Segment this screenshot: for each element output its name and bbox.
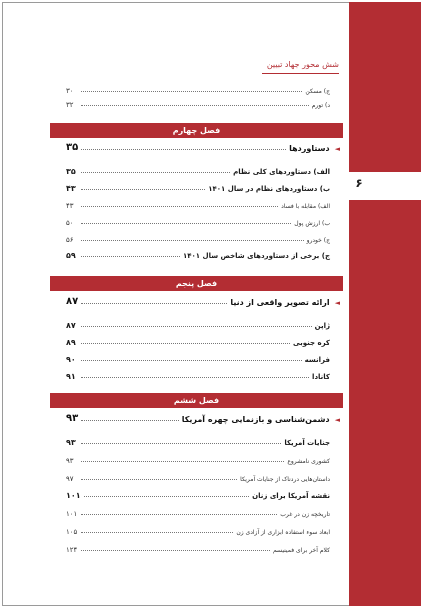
header-rule <box>262 73 339 74</box>
toc-entry-title: الف) مقابله با فساد <box>281 203 330 210</box>
toc-entry[interactable] <box>66 213 330 227</box>
toc-entry[interactable] <box>66 350 330 364</box>
toc-entry-title: ج) مسکن <box>305 88 330 95</box>
triangle-left-icon: ◄ <box>334 416 340 424</box>
toc-entry-title: الف) دستاوردهای کلی نظام <box>233 168 330 176</box>
toc-section-title: ارائه تصویر واقعی از دنیا <box>230 298 330 307</box>
toc-entry[interactable] <box>66 162 330 176</box>
toc-entry-page: ۸۹ <box>66 338 76 347</box>
leader-dots <box>81 256 180 257</box>
toc-entry-page: ۴۳ <box>66 202 74 210</box>
toc-entry-page: ۱۲۴ <box>66 546 78 554</box>
toc-entry-title: ج) خودرو <box>306 237 330 244</box>
toc-section-title: دستاوردها <box>289 144 330 153</box>
leader-dots <box>81 479 237 480</box>
toc-entry-page: ۳۰ <box>66 87 74 95</box>
leader-dots <box>81 420 178 421</box>
toc-entry[interactable] <box>66 81 330 95</box>
leader-dots <box>81 514 277 515</box>
toc-entry[interactable] <box>66 451 330 465</box>
toc-entry-page: ۵۰ <box>66 219 74 227</box>
leader-dots <box>81 326 312 327</box>
toc-entry[interactable] <box>66 540 330 554</box>
toc-section[interactable] <box>66 139 340 153</box>
toc-entry[interactable] <box>66 469 330 483</box>
toc-entry-page: ۳۵ <box>66 167 76 176</box>
leader-dots <box>81 206 278 207</box>
toc-entry-page: ۱۰۵ <box>66 528 78 536</box>
toc-section-page: ۳۵ <box>66 142 79 153</box>
toc-entry[interactable] <box>66 196 330 210</box>
toc-entry-title: ج) برخی از دستاوردهای شاخص سال ۱۴۰۱ <box>182 252 330 260</box>
toc-entry-title: کره جنوبی <box>293 339 330 347</box>
toc-entry-page: ۱۰۱ <box>66 510 78 518</box>
toc-entry[interactable] <box>66 486 330 500</box>
toc-entry[interactable] <box>66 504 330 518</box>
triangle-left-icon: ◄ <box>334 145 340 153</box>
toc-section[interactable] <box>66 410 340 424</box>
leader-dots <box>81 240 304 241</box>
toc-entry-title: ب) ارزش پول <box>294 220 330 227</box>
toc-entry-title: کلام آخر برای فمینیسم <box>272 547 330 554</box>
toc-entry-page: ۱۰۱ <box>66 491 81 500</box>
toc-entry[interactable] <box>66 179 330 193</box>
toc-entry-title: داستان‌هایی دردناک از جنایات آمریکا <box>240 476 330 483</box>
toc-entry-page: ۳۲ <box>66 101 74 109</box>
chapter-banner: فصل پنجم <box>50 276 343 291</box>
toc-entry-page: ۹۰ <box>66 355 76 364</box>
leader-dots <box>81 189 205 190</box>
leader-dots <box>81 105 309 106</box>
toc-entry-title: کانادا <box>312 373 330 381</box>
toc-section-page: ۸۷ <box>66 296 79 307</box>
toc-entry-title: ابعاد سوء استفاده ابزاری از آزادی زن <box>236 529 330 536</box>
toc-entry-title: ژاپن <box>314 322 330 330</box>
toc-entry[interactable] <box>66 246 330 260</box>
page-number: ۶ <box>355 176 363 190</box>
toc-section-page: ۹۳ <box>66 413 79 424</box>
leader-dots <box>84 496 250 497</box>
toc-entry-page: ۵۹ <box>66 251 76 260</box>
toc-entry-page: ۵۶ <box>66 236 74 244</box>
leader-dots <box>81 360 302 361</box>
leader-dots <box>81 377 309 378</box>
leader-dots <box>81 550 270 551</box>
toc-entry[interactable] <box>66 522 330 536</box>
triangle-left-icon: ◄ <box>334 299 340 307</box>
toc-entry[interactable] <box>66 230 330 244</box>
leader-dots <box>81 172 230 173</box>
running-header: شش محور جهاد تبیین <box>266 60 339 69</box>
leader-dots <box>81 461 284 462</box>
toc-entry[interactable] <box>66 367 330 381</box>
toc-entry-page: ۹۳ <box>66 438 76 447</box>
toc-entry-page: ۹۳ <box>66 457 74 465</box>
toc-entry-title: جنایات آمریکا <box>284 439 330 447</box>
leader-dots <box>81 343 290 344</box>
toc-entry[interactable] <box>66 95 330 109</box>
toc-entry[interactable] <box>66 316 330 330</box>
leader-dots <box>81 532 233 533</box>
chapter-banner: فصل ششم <box>50 393 343 408</box>
leader-dots <box>81 443 281 444</box>
toc-entry[interactable] <box>66 433 330 447</box>
toc-entry-title: نقشه آمریکا برای زنان <box>252 492 330 500</box>
toc-section[interactable] <box>66 293 340 307</box>
toc-entry-page: ۸۷ <box>66 321 76 330</box>
toc-entry-title: تاریخچه زن در غرب <box>280 511 330 518</box>
chapter-banner: فصل چهارم <box>50 123 343 138</box>
toc-entry-page: ۹۱ <box>66 372 76 381</box>
toc-entry[interactable] <box>66 333 330 347</box>
leader-dots <box>81 149 286 150</box>
leader-dots <box>81 303 227 304</box>
toc-entry-title: کشوری نامشروع <box>287 458 330 465</box>
toc-section-title: دشمن‌شناسی و بازنمایی چهره آمریکا <box>181 415 330 424</box>
side-color-bar <box>349 2 421 606</box>
toc-entry-title: فرانسه <box>304 356 330 364</box>
toc-entry-title: د) تورم <box>311 102 330 109</box>
toc-entry-page: ۴۳ <box>66 184 76 193</box>
leader-dots <box>81 91 302 92</box>
toc-entry-page: ۹۷ <box>66 475 74 483</box>
leader-dots <box>81 223 291 224</box>
toc-entry-title: ب) دستاوردهای نظام در سال ۱۴۰۱ <box>208 185 330 193</box>
